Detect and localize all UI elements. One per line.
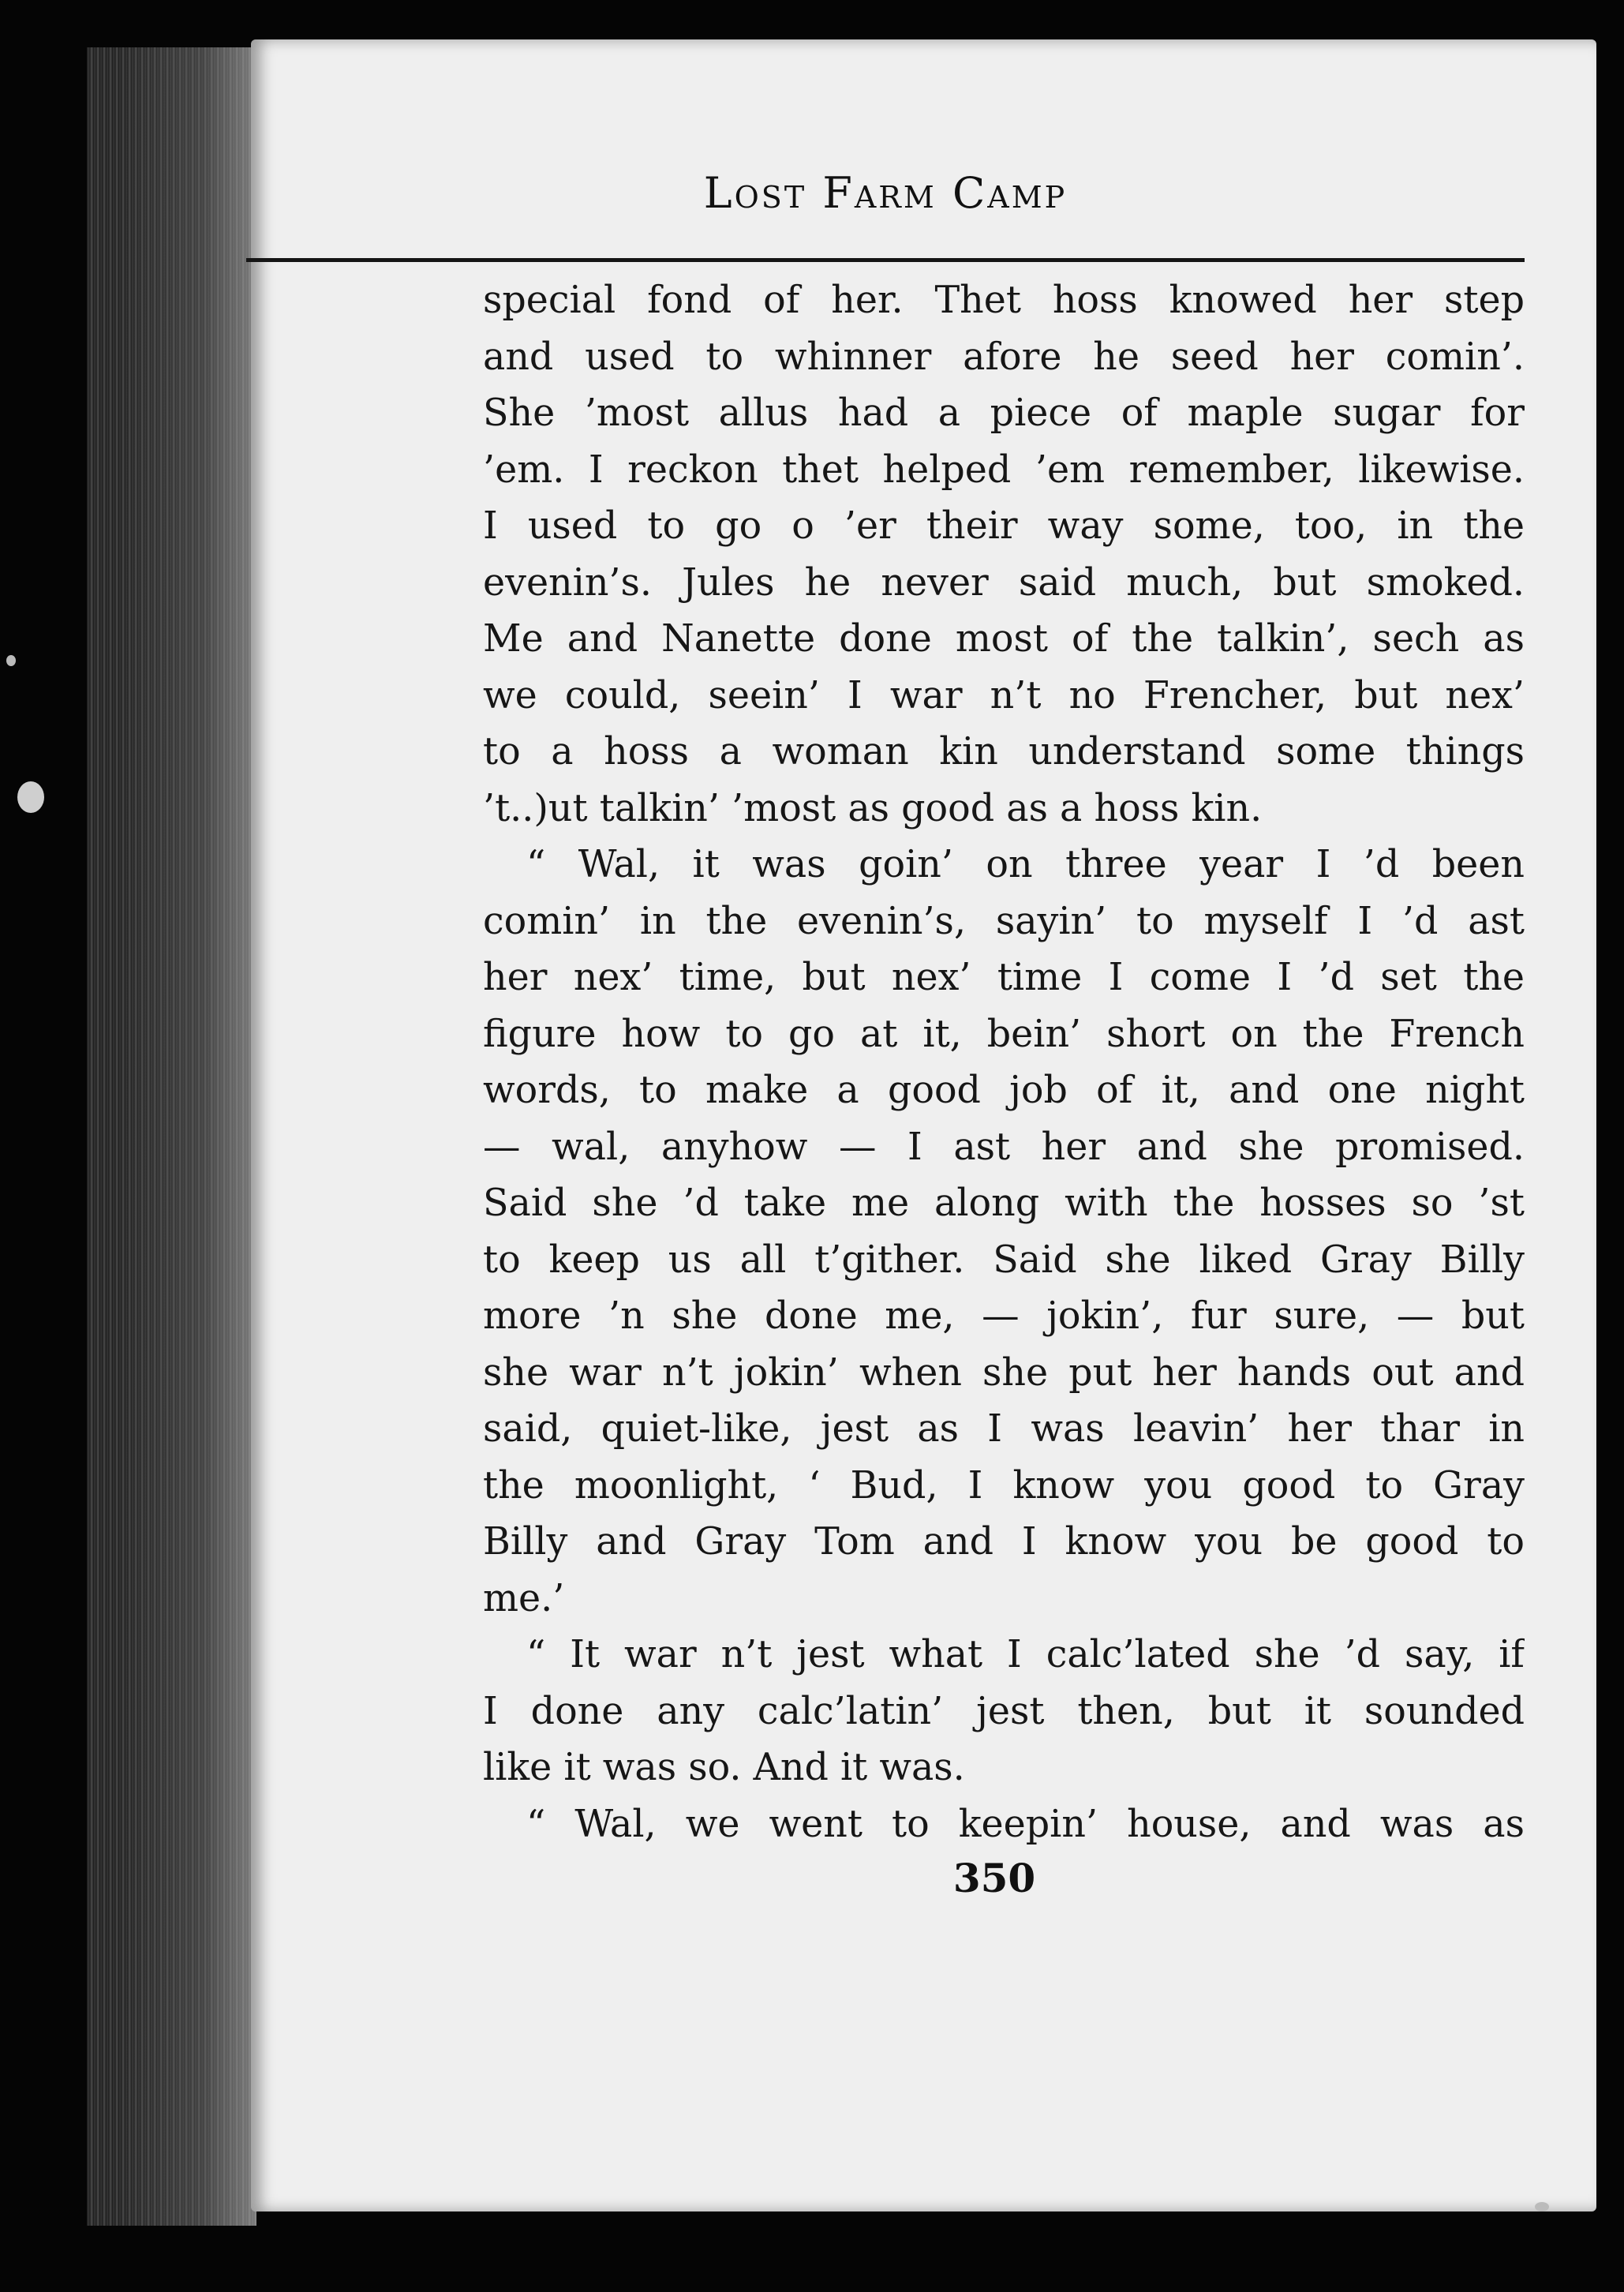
page-header xyxy=(246,146,1525,276)
gutter-shadow xyxy=(118,47,256,2226)
page-number: 350 xyxy=(952,1855,1036,1901)
body-text xyxy=(483,272,1525,1851)
text-line: to a hoss a woman kin understand some things xyxy=(483,730,1525,773)
text-line: and used to whinner afore he seed her comin’. xyxy=(483,335,1525,379)
scan-speck xyxy=(17,781,44,813)
scan-speck xyxy=(1535,2202,1549,2211)
text-line: said, quiet-like, jest as I was leavin’ her thar in xyxy=(483,1407,1525,1451)
text-line: special fond of her. Thet hoss knowed her step xyxy=(483,279,1525,322)
text-line: She ’most allus had a piece of maple sugar for xyxy=(483,391,1525,435)
text-line: figure how to go at it, bein’ short on the French xyxy=(483,1012,1525,1056)
text-line: I done any calc’latin’ jest then, but it sounded xyxy=(483,1689,1525,1733)
text-line: comin’ in the evenin’s, sayin’ to myself I ’d ast xyxy=(483,899,1525,943)
text-line: ’t..)ut talkin’ ’most as good as a hoss kin. xyxy=(483,786,1263,830)
text-line: evenin’s. Jules he never said much, but smoked. xyxy=(483,560,1525,605)
text-line: her nex’ time, but nex’ time I come I ’d set the xyxy=(483,956,1525,999)
text-line: more ’n she done me, — jokin’, fur sure, — but xyxy=(483,1294,1525,1338)
text-line: me.’ xyxy=(483,1576,565,1620)
text-line: Me and Nanette done most of the talkin’, sech as xyxy=(483,617,1525,661)
header-rule xyxy=(246,258,1525,262)
text-line: words, to make a good job of it, and one night xyxy=(483,1069,1525,1112)
text-line: ’em. I reckon thet helped ’em remember, likewise. xyxy=(483,448,1525,492)
text-line: the moonlight, ‘ Bud, I know you good to Gray xyxy=(483,1463,1525,1507)
text-line: — wal, anyhow — I ast her and she promised. xyxy=(483,1125,1525,1169)
text-line: I used to go o ’er their way some, too, in the xyxy=(483,504,1525,548)
text-line: “ Wal, we went to keepin’ house, and was as xyxy=(526,1802,1525,1846)
scan-speck xyxy=(6,655,16,666)
text-line: to keep us all t’gither. Said she liked Gray Billy xyxy=(483,1238,1525,1282)
text-line: we could, seein’ I war n’t no Frencher, but nex’ xyxy=(483,673,1525,717)
text-line: “ Wal, it was goin’ on three year I ’d been xyxy=(526,843,1525,886)
text-line: she war n’t jokin’ when she put her hands out and xyxy=(483,1350,1525,1395)
text-line: Billy and Gray Tom and I know you be good to xyxy=(483,1520,1525,1564)
text-line: “ It war n’t jest what I calc’lated she ’d say, if xyxy=(526,1633,1525,1676)
text-line: Said she ’d take me along with the hosses so ’st xyxy=(483,1182,1525,1225)
text-line: like it was so. And it was. xyxy=(483,1746,965,1789)
running-title: Lost Farm Camp xyxy=(703,168,1068,218)
